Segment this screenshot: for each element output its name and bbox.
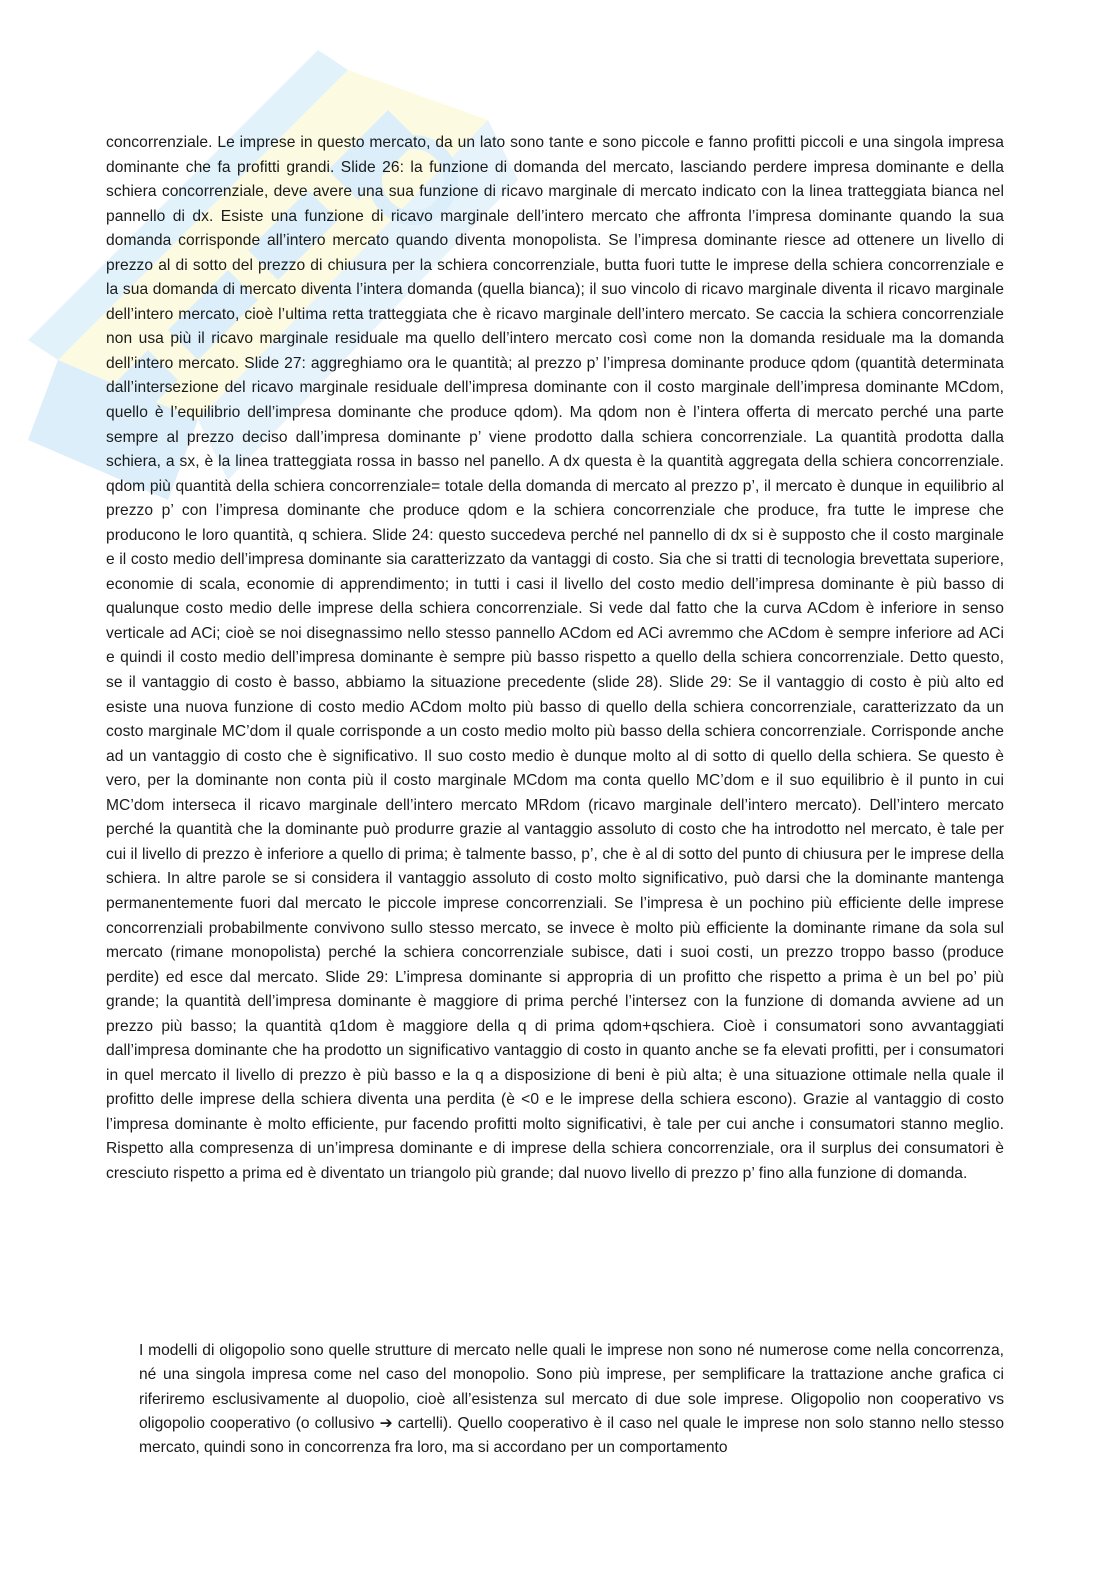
paragraph-1: concorrenziale. Le imprese in questo mercato, da un lato sono tante e sono piccole e fanno profitti piccoli e una singola impresa dominante che fa profitti grandi. Slide 26: la funzione di domanda del mercato, lasciando perdere impresa dominante e della schiera concorrenziale, deve avere una sua funzione di ricavo marginale di mercato indicato con la linea tratteggiata bianca nel pannello di dx. Esiste una funzione di ricavo marginale dell’intero mercato che affronta l’impresa dominante quando la sua domanda corrisponde all’intero mercato quando diventa monopolista. Se l’impresa dominante riesce ad ottenere un livello di prezzo al di sotto del prezzo di chiusura per la schiera concorrenziale, butta fuori tutte le imprese della schiera concorrenziale e la sua domanda di mercato diventa l’intera domanda (quella bianca); il suo vincolo di ricavo marginale diventa il ricavo marginale dell’intero mercato, cioè l’ultima retta tratteggiata che è ricavo marginale dell’intero mercato. Se caccia la schiera concorrenziale non usa più il ricavo marginale residuale ma quello dell’intero mercato così come non la domanda residuale ma la domanda dell’intero mercato. Slide 27: aggreghiamo ora le quantità; al prezzo p’ l’impresa dominante produce qdom (quantità determinata dall’intersezione del ricavo marginale residuale dell’impresa dominante con il costo marginale dell’impresa dominante MCdom, quello è l’equilibrio dell’impresa dominante che produce qdom). Ma qdom non è l’intera offerta di mercato perché una parte sempre al prezzo deciso dall’impresa dominante p’ viene prodotto dalla schiera concorrenziale. La quantità prodotta dalla schiera, a sx, è la linea tratteggiata rossa in basso nel panello. A dx questa è la quantità aggregata della schiera concorrenziale. qdom più quantità della schiera concorrenziale= totale della domanda di mercato al prezzo p’, il mercato è dunque in equilibrio al prezzo p’ con l’impresa dominante che produce qdom e la schiera concorrenziale che produce, fra tutte le imprese che producono le loro quantità, q schiera. Slide 24: questo succedeva perché nel pannello di dx si è supposto che il costo marginale e il costo medio dell’impresa dominante sia caratterizzato da vantaggi di costo. Sia che si tratti di tecnologia brevettata superiore, economie di scala, economie di apprendimento; in tutti i casi il livello del costo medio dell’impresa dominante è più basso di qualunque costo medio delle imprese della schiera concorrenziale. Si vede dal fatto che la curva ACdom è inferiore in senso verticale ad ACi; cioè se noi disegnassimo nello stesso pannello ACdom ed ACi avremmo che ACdom è sempre inferiore ad ACi e quindi il costo medio dell’impresa dominante è sempre più basso rispetto a quello della schiera concorrenziale. Detto questo, se il vantaggio di costo è basso, abbiamo la situazione precedente (slide 28). Slide 29: Se il vantaggio di costo è più alto ed esiste una nuova funzione di costo medio ACdom molto più basso di quello della schiera concorrenziale, caratterizzato da un costo marginale MC’dom il quale corrisponde a un costo medio molto più basso della schiera concorrenziale. Corrisponde anche ad un vantaggio di costo che è significativo. Il suo costo medio è dunque molto al di sotto di quello della schiera. Se questo è vero, per la dominante non conta più il costo marginale MCdom ma conta quello MC’dom e il suo equilibrio è il punto in cui MC’dom interseca il ricavo marginale dell’intero mercato MRdom (ricavo marginale dell’intero mercato). Dell’intero mercato perché la quantità che la dominante può produrre grazie al vantaggio assoluto di costo che ha introdotto nel mercato, è tale per cui il livello di prezzo è inferiore a quello di prima; è talmente basso, p’, che è al di sotto del punto di chiusura per le imprese della schiera. In altre parole se si considera il vantaggio assoluto di costo molto significativo, può darsi che la dominante mantenga permanentemente fuori dal mercato le piccole imprese concorrenziali. Se l’impresa è un pochino più efficiente delle imprese concorrenziali probabilmente convivono sullo stesso mercato, se invece è molto più efficiente la dominante rimane da sola sul mercato (rimane monopolista) perché la schiera concorrenziale subisce, dati i suoi costi, un prezzo troppo basso (produce perdite) ed esce dal mercato. Slide 29: L’impresa dominante si appropria di un profitto che rispetto a prima è un bel po’ più grande; la quantità dell’impresa dominante è maggiore di prima perché l’intersez con la funzione di domanda avviene ad un prezzo più basso; la quantità q1dom è maggiore della q di prima qdom+qschiera. Cioè i consumatori sono avvantaggiati dall’impresa dominante che ha prodotto un significativo vantaggio di costo in quanto anche se fa elevati profitti, per i consumatori in quel mercato il livello di prezzo è più basso e la q a disposizione di beni è più alta; è una situazione ottimale nella quale il profitto delle imprese della schiera diventa una perdita (è <0 e le imprese della schiera escono). Grazie al vantaggio di costo l’impresa dominante è molto efficiente, pur facendo profitti molto significativi, è tale per cui anche i consumatori stanno meglio. Rispetto alla compresenza di un’impresa dominante e di imprese della schiera concorrenziale, ora il surplus dei consumatori è cresciuto rispetto a prima ed è diventato un triangolo più grande; dal nuovo livello di prezzo p’ fino alla funzione di domanda.	[106, 134, 1004, 1182]
right-arrow-icon: ➔	[379, 1414, 393, 1432]
paragraph-2-after-arrow: cartelli). Quello cooperativo è il caso nel quale le imprese non solo stanno nello stesso mercato, quindi sono in concorrenza fra loro, ma si accordano per un comportamento	[139, 1414, 1004, 1457]
oligopoly-paragraph	[139, 1339, 1004, 1460]
paragraph-2-before-arrow: I modelli di oligopolio sono quelle strutture di mercato nelle quali le imprese non sono né numerose come nella concorrenza, né una singola impresa come nel caso del monopolio. Sono più imprese, per semplificare la trattazione anche grafica ci riferiremo esclusivamente al duopolio, cioè all’esistenza sul mercato di due sole imprese. Oligopolio non cooperativo vs oligopolio cooperativo (o collusivo	[139, 1342, 1004, 1432]
paragraph-2	[139, 1339, 1004, 1460]
main-paragraph	[106, 131, 1004, 1187]
